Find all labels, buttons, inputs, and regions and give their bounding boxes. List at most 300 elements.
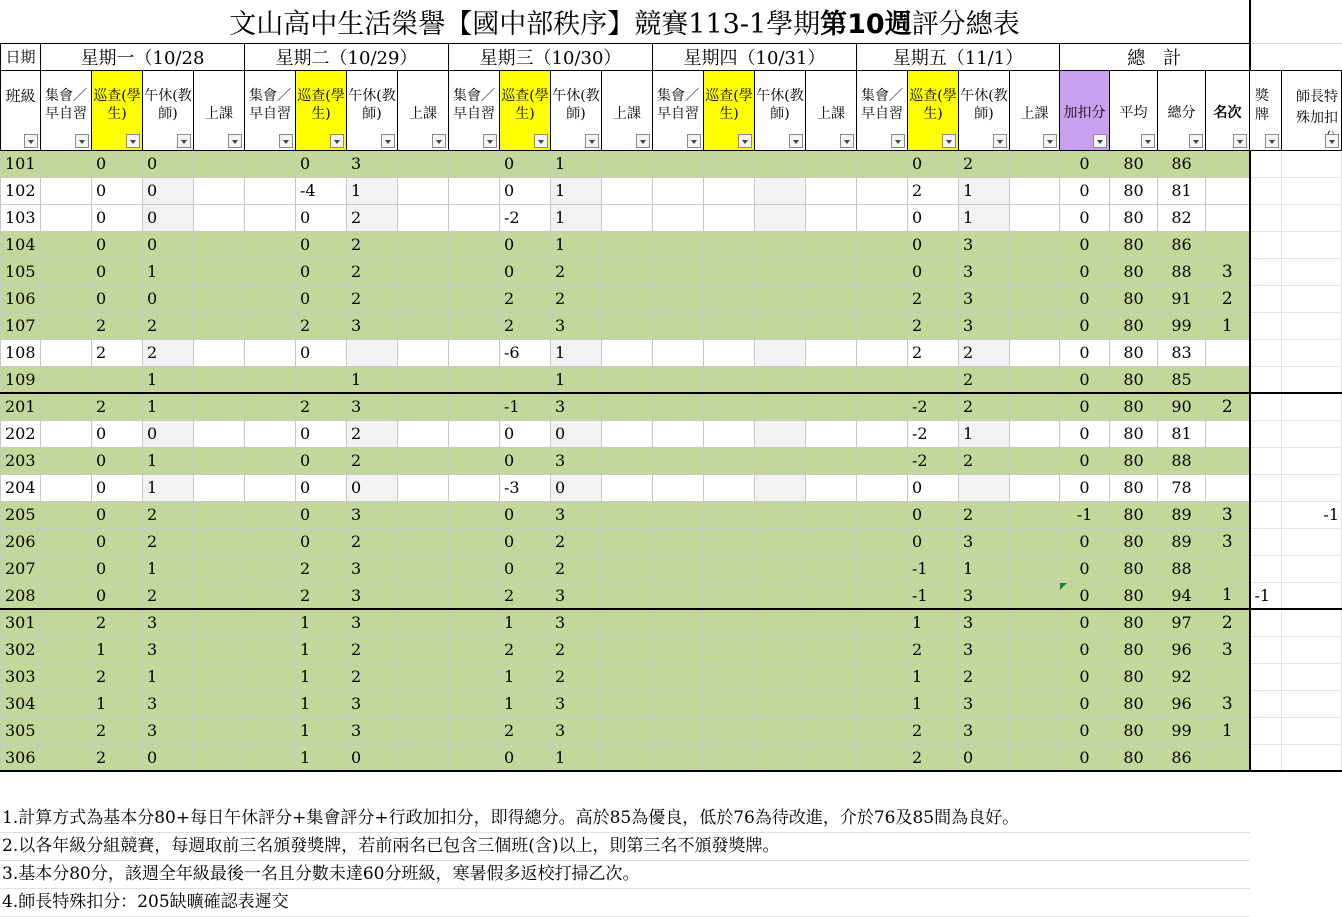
score-cell-day3-2[interactable]: 2: [500, 636, 551, 663]
score-cell-day5-3[interactable]: 2: [959, 393, 1010, 420]
score-cell-day2-1[interactable]: [245, 420, 296, 447]
score-cell-day5-3[interactable]: 3: [959, 231, 1010, 258]
total-cell-avg[interactable]: 80: [1110, 744, 1158, 771]
score-cell-day3-1[interactable]: [449, 717, 500, 744]
score-cell-day2-3[interactable]: [347, 339, 398, 366]
total-cell-rank[interactable]: [1206, 555, 1250, 582]
score-cell-day4-1[interactable]: [653, 204, 704, 231]
score-cell-day2-3[interactable]: 3: [347, 609, 398, 636]
score-cell-day4-1[interactable]: [653, 501, 704, 528]
score-cell-day5-4[interactable]: [1010, 339, 1060, 366]
score-cell-day5-1[interactable]: [857, 231, 908, 258]
score-cell-day1-1[interactable]: [41, 204, 92, 231]
score-cell-day1-2[interactable]: 2: [92, 744, 143, 771]
award-cell[interactable]: [1250, 474, 1282, 501]
score-cell-day1-4[interactable]: [194, 258, 245, 285]
score-cell-day5-4[interactable]: [1010, 582, 1060, 609]
award-cell[interactable]: [1250, 150, 1282, 177]
score-cell-day3-3[interactable]: 1: [551, 150, 602, 177]
score-cell-day4-3[interactable]: [755, 582, 806, 609]
special-cell[interactable]: [1282, 447, 1342, 474]
score-cell-day2-2[interactable]: 2: [296, 582, 347, 609]
score-cell-day3-2[interactable]: -3: [500, 474, 551, 501]
filter-dropdown-icon[interactable]: [789, 134, 803, 148]
score-cell-day4-4[interactable]: [806, 339, 857, 366]
award-cell[interactable]: [1250, 717, 1282, 744]
award-cell[interactable]: [1250, 285, 1282, 312]
score-cell-day2-3[interactable]: 2: [347, 528, 398, 555]
total-cell-adj[interactable]: 0: [1060, 258, 1110, 285]
score-cell-day3-2[interactable]: 1: [500, 690, 551, 717]
score-cell-day3-1[interactable]: [449, 582, 500, 609]
score-cell-day3-1[interactable]: [449, 636, 500, 663]
score-cell-day5-4[interactable]: [1010, 609, 1060, 636]
score-cell-day2-2[interactable]: 0: [296, 231, 347, 258]
score-cell-day5-1[interactable]: [857, 690, 908, 717]
score-cell-day5-2[interactable]: 0: [908, 474, 959, 501]
score-cell-day3-4[interactable]: [602, 555, 653, 582]
subheader-day3-1[interactable]: [449, 70, 500, 150]
score-cell-day4-1[interactable]: [653, 231, 704, 258]
score-cell-day2-1[interactable]: [245, 231, 296, 258]
score-cell-day5-1[interactable]: [857, 609, 908, 636]
score-cell-day1-3[interactable]: 3: [143, 609, 194, 636]
score-cell-day1-1[interactable]: [41, 447, 92, 474]
score-cell-day2-3[interactable]: 3: [347, 501, 398, 528]
score-cell-day3-1[interactable]: [449, 366, 500, 393]
score-cell-day1-3[interactable]: 2: [143, 582, 194, 609]
total-cell-adj[interactable]: 0: [1060, 366, 1110, 393]
score-cell-day4-2[interactable]: [704, 582, 755, 609]
score-cell-day2-2[interactable]: 1: [296, 636, 347, 663]
award-header[interactable]: [1250, 70, 1282, 150]
score-cell-day3-4[interactable]: [602, 231, 653, 258]
filter-dropdown-icon[interactable]: [636, 134, 650, 148]
score-cell-day5-3[interactable]: 3: [959, 582, 1010, 609]
score-cell-day5-3[interactable]: 2: [959, 663, 1010, 690]
score-cell-day1-2[interactable]: 0: [92, 528, 143, 555]
score-cell-day2-2[interactable]: 0: [296, 447, 347, 474]
score-cell-day1-1[interactable]: [41, 393, 92, 420]
score-cell-day2-1[interactable]: [245, 501, 296, 528]
total-cell-avg[interactable]: 80: [1110, 339, 1158, 366]
score-cell-day3-4[interactable]: [602, 744, 653, 771]
award-cell[interactable]: [1250, 528, 1282, 555]
score-cell-day5-2[interactable]: 1: [908, 663, 959, 690]
score-cell-day2-1[interactable]: [245, 177, 296, 204]
score-cell-day4-2[interactable]: [704, 285, 755, 312]
score-cell-day5-3[interactable]: 3: [959, 636, 1010, 663]
award-cell[interactable]: [1250, 204, 1282, 231]
total-cell-total[interactable]: 88: [1158, 258, 1206, 285]
score-cell-day2-1[interactable]: [245, 474, 296, 501]
score-cell-day3-3[interactable]: 0: [551, 420, 602, 447]
score-cell-day3-4[interactable]: [602, 717, 653, 744]
class-cell[interactable]: 102: [1, 177, 41, 204]
score-cell-day1-3[interactable]: 2: [143, 339, 194, 366]
score-cell-day5-2[interactable]: -1: [908, 582, 959, 609]
total-cell-avg[interactable]: 80: [1110, 366, 1158, 393]
score-cell-day2-4[interactable]: [398, 312, 449, 339]
score-cell-day4-1[interactable]: [653, 447, 704, 474]
total-cell-rank[interactable]: 1: [1206, 717, 1250, 744]
score-cell-day5-2[interactable]: 2: [908, 285, 959, 312]
score-cell-day4-1[interactable]: [653, 474, 704, 501]
score-cell-day5-2[interactable]: 2: [908, 636, 959, 663]
score-cell-day1-2[interactable]: 2: [92, 339, 143, 366]
score-cell-day5-2[interactable]: 2: [908, 177, 959, 204]
score-cell-day3-3[interactable]: 3: [551, 717, 602, 744]
score-cell-day3-2[interactable]: 0: [500, 447, 551, 474]
total-cell-avg[interactable]: 80: [1110, 717, 1158, 744]
score-cell-day3-3[interactable]: 1: [551, 339, 602, 366]
score-cell-day2-3[interactable]: 0: [347, 744, 398, 771]
totals-subheader-3[interactable]: [1158, 70, 1206, 150]
score-cell-day1-2[interactable]: 0: [92, 420, 143, 447]
score-cell-day2-2[interactable]: 0: [296, 339, 347, 366]
total-cell-avg[interactable]: 80: [1110, 690, 1158, 717]
score-cell-day4-3[interactable]: [755, 150, 806, 177]
score-cell-day5-1[interactable]: [857, 366, 908, 393]
score-cell-day1-4[interactable]: [194, 150, 245, 177]
score-cell-day1-2[interactable]: 0: [92, 582, 143, 609]
class-cell[interactable]: 201: [1, 393, 41, 420]
score-cell-day4-1[interactable]: [653, 312, 704, 339]
score-cell-day3-3[interactable]: 2: [551, 285, 602, 312]
score-cell-day5-2[interactable]: 2: [908, 744, 959, 771]
score-cell-day2-4[interactable]: [398, 447, 449, 474]
award-cell[interactable]: [1250, 177, 1282, 204]
score-cell-day2-2[interactable]: 0: [296, 204, 347, 231]
score-cell-day4-2[interactable]: [704, 366, 755, 393]
score-cell-day1-4[interactable]: [194, 582, 245, 609]
total-cell-total[interactable]: 99: [1158, 717, 1206, 744]
special-cell[interactable]: [1282, 744, 1342, 771]
filter-dropdown-icon[interactable]: [177, 134, 191, 148]
score-cell-day1-4[interactable]: [194, 177, 245, 204]
score-cell-day4-4[interactable]: [806, 204, 857, 231]
score-cell-day2-4[interactable]: [398, 582, 449, 609]
score-cell-day2-4[interactable]: [398, 474, 449, 501]
special-cell[interactable]: [1282, 258, 1342, 285]
total-cell-avg[interactable]: 80: [1110, 447, 1158, 474]
score-cell-day4-4[interactable]: [806, 744, 857, 771]
total-cell-avg[interactable]: 80: [1110, 258, 1158, 285]
score-cell-day5-4[interactable]: [1010, 258, 1060, 285]
score-cell-day4-3[interactable]: [755, 204, 806, 231]
special-cell[interactable]: [1282, 582, 1342, 609]
score-cell-day2-2[interactable]: 1: [296, 744, 347, 771]
score-cell-day1-2[interactable]: 2: [92, 609, 143, 636]
score-cell-day3-2[interactable]: -1: [500, 393, 551, 420]
score-cell-day2-2[interactable]: 0: [296, 258, 347, 285]
score-cell-day2-1[interactable]: [245, 447, 296, 474]
score-cell-day2-1[interactable]: [245, 663, 296, 690]
score-cell-day2-4[interactable]: [398, 177, 449, 204]
score-cell-day4-2[interactable]: [704, 177, 755, 204]
score-cell-day5-3[interactable]: 3: [959, 528, 1010, 555]
score-cell-day5-3[interactable]: 1: [959, 555, 1010, 582]
class-cell[interactable]: 304: [1, 690, 41, 717]
score-cell-day4-1[interactable]: [653, 150, 704, 177]
score-cell-day1-4[interactable]: [194, 663, 245, 690]
total-cell-rank[interactable]: [1206, 204, 1250, 231]
score-cell-day1-1[interactable]: [41, 420, 92, 447]
score-cell-day4-4[interactable]: [806, 582, 857, 609]
score-cell-day2-2[interactable]: 2: [296, 312, 347, 339]
special-header[interactable]: [1282, 70, 1342, 150]
score-cell-day5-2[interactable]: 0: [908, 258, 959, 285]
score-cell-day2-4[interactable]: [398, 717, 449, 744]
score-cell-day3-2[interactable]: 0: [500, 231, 551, 258]
score-cell-day2-3[interactable]: 2: [347, 258, 398, 285]
score-cell-day2-4[interactable]: [398, 339, 449, 366]
subheader-day2-3[interactable]: [347, 70, 398, 150]
class-cell[interactable]: 207: [1, 555, 41, 582]
score-cell-day1-3[interactable]: 2: [143, 501, 194, 528]
score-cell-day4-4[interactable]: [806, 555, 857, 582]
score-cell-day5-2[interactable]: -2: [908, 393, 959, 420]
score-cell-day3-1[interactable]: [449, 690, 500, 717]
score-cell-day5-2[interactable]: 2: [908, 717, 959, 744]
subheader-day2-1[interactable]: [245, 70, 296, 150]
score-cell-day5-3[interactable]: [959, 474, 1010, 501]
score-cell-day2-1[interactable]: [245, 339, 296, 366]
score-cell-day4-1[interactable]: [653, 393, 704, 420]
filter-dropdown-icon[interactable]: [1233, 134, 1247, 148]
score-cell-day5-4[interactable]: [1010, 717, 1060, 744]
score-cell-day4-3[interactable]: [755, 636, 806, 663]
score-cell-day5-1[interactable]: [857, 447, 908, 474]
score-cell-day5-3[interactable]: 3: [959, 285, 1010, 312]
class-cell[interactable]: 301: [1, 609, 41, 636]
score-cell-day1-2[interactable]: [92, 366, 143, 393]
score-cell-day5-1[interactable]: [857, 420, 908, 447]
score-cell-day4-2[interactable]: [704, 393, 755, 420]
total-cell-rank[interactable]: [1206, 744, 1250, 771]
award-cell[interactable]: [1250, 663, 1282, 690]
score-cell-day4-2[interactable]: [704, 339, 755, 366]
score-cell-day5-2[interactable]: -2: [908, 420, 959, 447]
score-cell-day1-3[interactable]: 1: [143, 447, 194, 474]
score-cell-day5-3[interactable]: 1: [959, 177, 1010, 204]
score-cell-day3-1[interactable]: [449, 204, 500, 231]
special-cell[interactable]: [1282, 420, 1342, 447]
score-cell-day2-4[interactable]: [398, 285, 449, 312]
class-cell[interactable]: 105: [1, 258, 41, 285]
total-cell-rank[interactable]: [1206, 231, 1250, 258]
score-cell-day1-2[interactable]: 0: [92, 204, 143, 231]
score-cell-day1-3[interactable]: 1: [143, 555, 194, 582]
score-cell-day3-3[interactable]: 2: [551, 663, 602, 690]
total-cell-total[interactable]: 86: [1158, 150, 1206, 177]
score-cell-day4-4[interactable]: [806, 312, 857, 339]
score-cell-day4-2[interactable]: [704, 258, 755, 285]
score-cell-day4-2[interactable]: [704, 528, 755, 555]
score-cell-day1-1[interactable]: [41, 582, 92, 609]
score-cell-day1-1[interactable]: [41, 150, 92, 177]
score-cell-day2-2[interactable]: 0: [296, 285, 347, 312]
total-cell-rank[interactable]: 3: [1206, 690, 1250, 717]
total-cell-total[interactable]: 81: [1158, 177, 1206, 204]
score-cell-day1-4[interactable]: [194, 231, 245, 258]
score-cell-day2-2[interactable]: 2: [296, 393, 347, 420]
score-cell-day3-1[interactable]: [449, 150, 500, 177]
score-cell-day5-1[interactable]: [857, 555, 908, 582]
score-cell-day3-2[interactable]: 0: [500, 150, 551, 177]
total-cell-adj[interactable]: 0: [1060, 177, 1110, 204]
filter-dropdown-icon[interactable]: [1043, 134, 1057, 148]
filter-dropdown-icon[interactable]: [228, 134, 242, 148]
total-cell-total[interactable]: 82: [1158, 204, 1206, 231]
score-cell-day3-2[interactable]: 1: [500, 609, 551, 636]
score-cell-day5-4[interactable]: [1010, 636, 1060, 663]
score-cell-day5-2[interactable]: 1: [908, 690, 959, 717]
subheader-day1-1[interactable]: [41, 70, 92, 150]
score-cell-day3-4[interactable]: [602, 312, 653, 339]
award-cell[interactable]: [1250, 744, 1282, 771]
score-cell-day1-4[interactable]: [194, 609, 245, 636]
filter-dropdown-icon[interactable]: [1265, 134, 1279, 148]
score-cell-day4-1[interactable]: [653, 717, 704, 744]
score-cell-day4-1[interactable]: [653, 528, 704, 555]
total-cell-avg[interactable]: 80: [1110, 285, 1158, 312]
score-cell-day1-1[interactable]: [41, 717, 92, 744]
score-cell-day1-1[interactable]: [41, 312, 92, 339]
score-cell-day3-3[interactable]: 3: [551, 582, 602, 609]
score-cell-day3-4[interactable]: [602, 636, 653, 663]
score-cell-day2-3[interactable]: 3: [347, 582, 398, 609]
filter-dropdown-icon[interactable]: [75, 134, 89, 148]
score-cell-day3-3[interactable]: 3: [551, 447, 602, 474]
score-cell-day1-4[interactable]: [194, 474, 245, 501]
score-cell-day3-2[interactable]: 0: [500, 501, 551, 528]
award-cell[interactable]: [1250, 366, 1282, 393]
score-cell-day1-3[interactable]: 3: [143, 690, 194, 717]
score-cell-day5-3[interactable]: 3: [959, 312, 1010, 339]
score-cell-day4-3[interactable]: [755, 285, 806, 312]
special-cell[interactable]: [1282, 150, 1342, 177]
special-cell[interactable]: [1282, 204, 1342, 231]
total-cell-total[interactable]: 89: [1158, 528, 1206, 555]
award-cell[interactable]: -1: [1250, 582, 1282, 609]
filter-dropdown-icon[interactable]: [1325, 134, 1339, 148]
score-cell-day4-4[interactable]: [806, 393, 857, 420]
score-cell-day1-2[interactable]: 0: [92, 150, 143, 177]
score-cell-day1-2[interactable]: 1: [92, 690, 143, 717]
special-cell[interactable]: -1: [1282, 501, 1342, 528]
score-cell-day1-1[interactable]: [41, 366, 92, 393]
score-cell-day4-2[interactable]: [704, 609, 755, 636]
score-cell-day1-3[interactable]: 1: [143, 258, 194, 285]
score-cell-day3-1[interactable]: [449, 555, 500, 582]
score-cell-day4-1[interactable]: [653, 258, 704, 285]
score-cell-day2-3[interactable]: 0: [347, 474, 398, 501]
score-cell-day4-4[interactable]: [806, 366, 857, 393]
subheader-day5-1[interactable]: [857, 70, 908, 150]
score-cell-day3-1[interactable]: [449, 312, 500, 339]
subheader-day1-4[interactable]: [194, 70, 245, 150]
total-cell-adj[interactable]: 0: [1060, 717, 1110, 744]
score-cell-day4-3[interactable]: [755, 528, 806, 555]
score-cell-day4-2[interactable]: [704, 204, 755, 231]
score-cell-day1-4[interactable]: [194, 717, 245, 744]
score-cell-day2-3[interactable]: 2: [347, 231, 398, 258]
score-cell-day3-4[interactable]: [602, 474, 653, 501]
score-cell-day2-3[interactable]: 1: [347, 366, 398, 393]
score-cell-day1-1[interactable]: [41, 663, 92, 690]
score-cell-day4-1[interactable]: [653, 582, 704, 609]
score-cell-day3-4[interactable]: [602, 366, 653, 393]
score-cell-day5-4[interactable]: [1010, 474, 1060, 501]
score-cell-day5-4[interactable]: [1010, 528, 1060, 555]
subheader-day3-3[interactable]: [551, 70, 602, 150]
total-cell-total[interactable]: 91: [1158, 285, 1206, 312]
special-cell[interactable]: [1282, 366, 1342, 393]
score-cell-day3-3[interactable]: 3: [551, 690, 602, 717]
class-header[interactable]: 班級: [1, 70, 41, 150]
score-cell-day5-1[interactable]: [857, 204, 908, 231]
score-cell-day3-4[interactable]: [602, 285, 653, 312]
score-cell-day5-4[interactable]: [1010, 231, 1060, 258]
special-cell[interactable]: [1282, 474, 1342, 501]
filter-dropdown-icon[interactable]: [432, 134, 446, 148]
score-cell-day3-1[interactable]: [449, 744, 500, 771]
special-cell[interactable]: [1282, 312, 1342, 339]
score-cell-day3-4[interactable]: [602, 447, 653, 474]
total-cell-adj[interactable]: 0: [1060, 393, 1110, 420]
score-cell-day1-1[interactable]: [41, 258, 92, 285]
score-cell-day4-1[interactable]: [653, 285, 704, 312]
score-cell-day5-4[interactable]: [1010, 366, 1060, 393]
special-cell[interactable]: [1282, 231, 1342, 258]
subheader-day1-3[interactable]: [143, 70, 194, 150]
score-cell-day4-2[interactable]: [704, 150, 755, 177]
score-cell-day3-2[interactable]: 0: [500, 258, 551, 285]
score-cell-day1-1[interactable]: [41, 636, 92, 663]
score-cell-day1-2[interactable]: 0: [92, 177, 143, 204]
score-cell-day3-3[interactable]: 1: [551, 177, 602, 204]
score-cell-day5-1[interactable]: [857, 501, 908, 528]
class-cell[interactable]: 205: [1, 501, 41, 528]
score-cell-day5-1[interactable]: [857, 636, 908, 663]
score-cell-day1-4[interactable]: [194, 204, 245, 231]
score-cell-day5-3[interactable]: 2: [959, 150, 1010, 177]
special-cell[interactable]: [1282, 555, 1342, 582]
score-cell-day3-3[interactable]: 3: [551, 393, 602, 420]
total-cell-adj[interactable]: 0: [1060, 312, 1110, 339]
total-cell-rank[interactable]: [1206, 339, 1250, 366]
score-cell-day2-2[interactable]: 0: [296, 474, 347, 501]
special-cell[interactable]: [1282, 609, 1342, 636]
score-cell-day3-1[interactable]: [449, 663, 500, 690]
totals-subheader-1[interactable]: [1060, 70, 1110, 150]
score-cell-day4-2[interactable]: [704, 636, 755, 663]
score-cell-day4-1[interactable]: [653, 690, 704, 717]
score-cell-day5-2[interactable]: 2: [908, 339, 959, 366]
score-cell-day2-4[interactable]: [398, 258, 449, 285]
score-cell-day2-1[interactable]: [245, 690, 296, 717]
score-cell-day1-4[interactable]: [194, 339, 245, 366]
score-cell-day1-1[interactable]: [41, 474, 92, 501]
score-cell-day1-3[interactable]: 1: [143, 663, 194, 690]
total-cell-rank[interactable]: [1206, 177, 1250, 204]
score-cell-day4-3[interactable]: [755, 339, 806, 366]
class-cell[interactable]: 206: [1, 528, 41, 555]
score-cell-day2-3[interactable]: 2: [347, 420, 398, 447]
score-cell-day4-4[interactable]: [806, 177, 857, 204]
total-cell-adj[interactable]: 0: [1060, 609, 1110, 636]
